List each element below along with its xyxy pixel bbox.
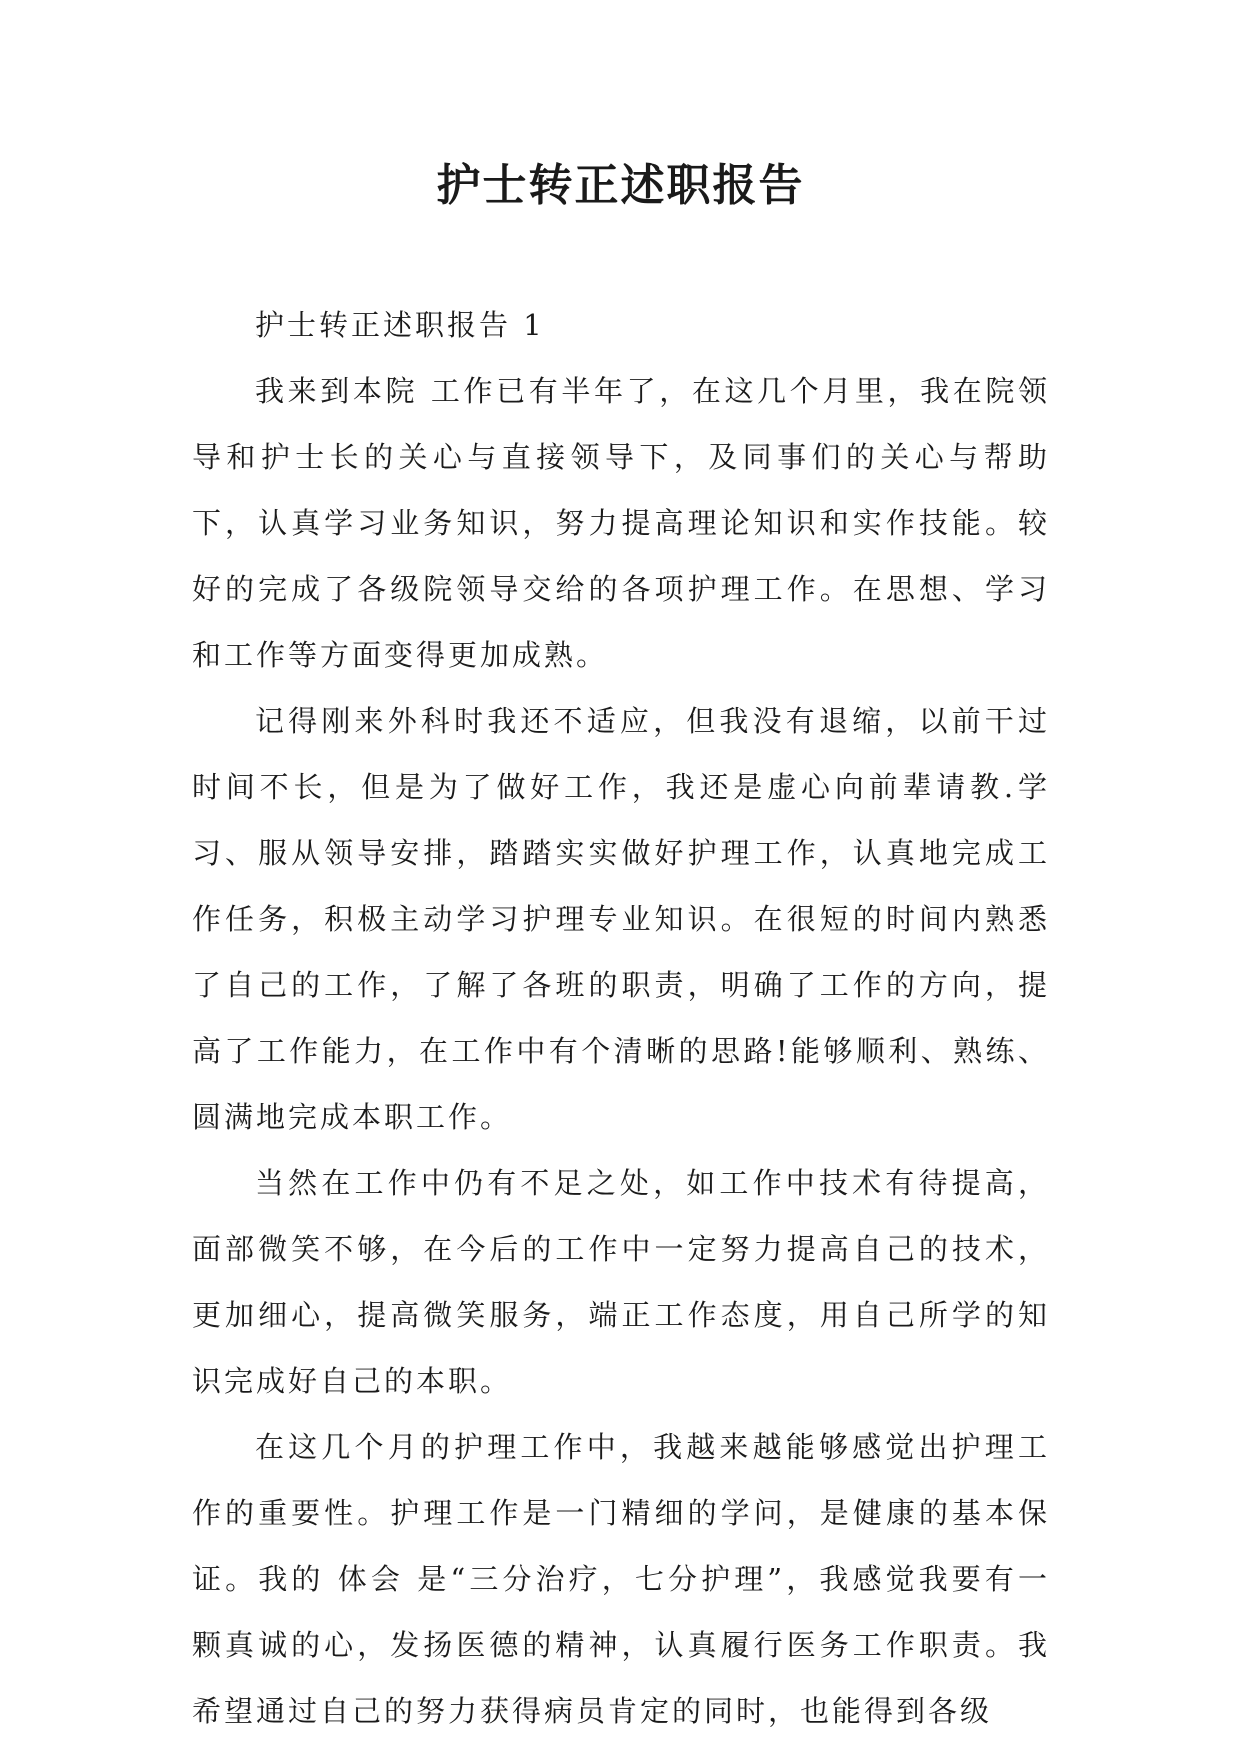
document-body [192,292,1050,1744]
paragraph-3: 当然在工作中仍有不足之处，如工作中技术有待提高，面部微笑不够，在今后的工作中一定努力提高自己的技术，更加细心，提高微笑服务，端正工作态度，用自己所学的知识完成好自己的本职。 [192,1166,1050,1398]
paragraph-2: 记得刚来外科时我还不适应，但我没有退缩，以前干过时间不长，但是为了做好工作，我还是虚心向前辈请教.学习、服从领导安排，踏踏实实做好护理工作，认真地完成工作任务，积极主动学习护理专业知识。在很短的时间内熟悉了自己的工作，了解了各班的职责，明确了工作的方向，提高了工作能力，在工作中有个清晰的思路!能够顺利、熟练、圆满地完成本职工作。 [192,704,1050,1134]
document-title: 护士转正述职报告 [436,160,805,211]
paragraph-4: 在这几个月的护理工作中，我越来越能够感觉出护理工作的重要性。护理工作是一门精细的学问，是健康的基本保证。我的 体会 是“三分治疗，七分护理”，我感觉我要有一颗真诚的心，发扬医德的精神，认真履行医务工作职责。我希望通过自己的努力获得病员肯定的同时，也能得到各级 [192,1430,1050,1728]
section-heading: 护士转正述职报告 1 [255,308,545,342]
paragraph-1: 我来到本院 工作已有半年了，在这几个月里，我在院领导和护士长的关心与直接领导下，及同事们的关心与帮助下，认真学习业务知识，努力提高理论知识和实作技能。较好的完成了各级院领导交给的各项护理工作。在思想、学习和工作等方面变得更加成熟。 [192,374,1050,672]
